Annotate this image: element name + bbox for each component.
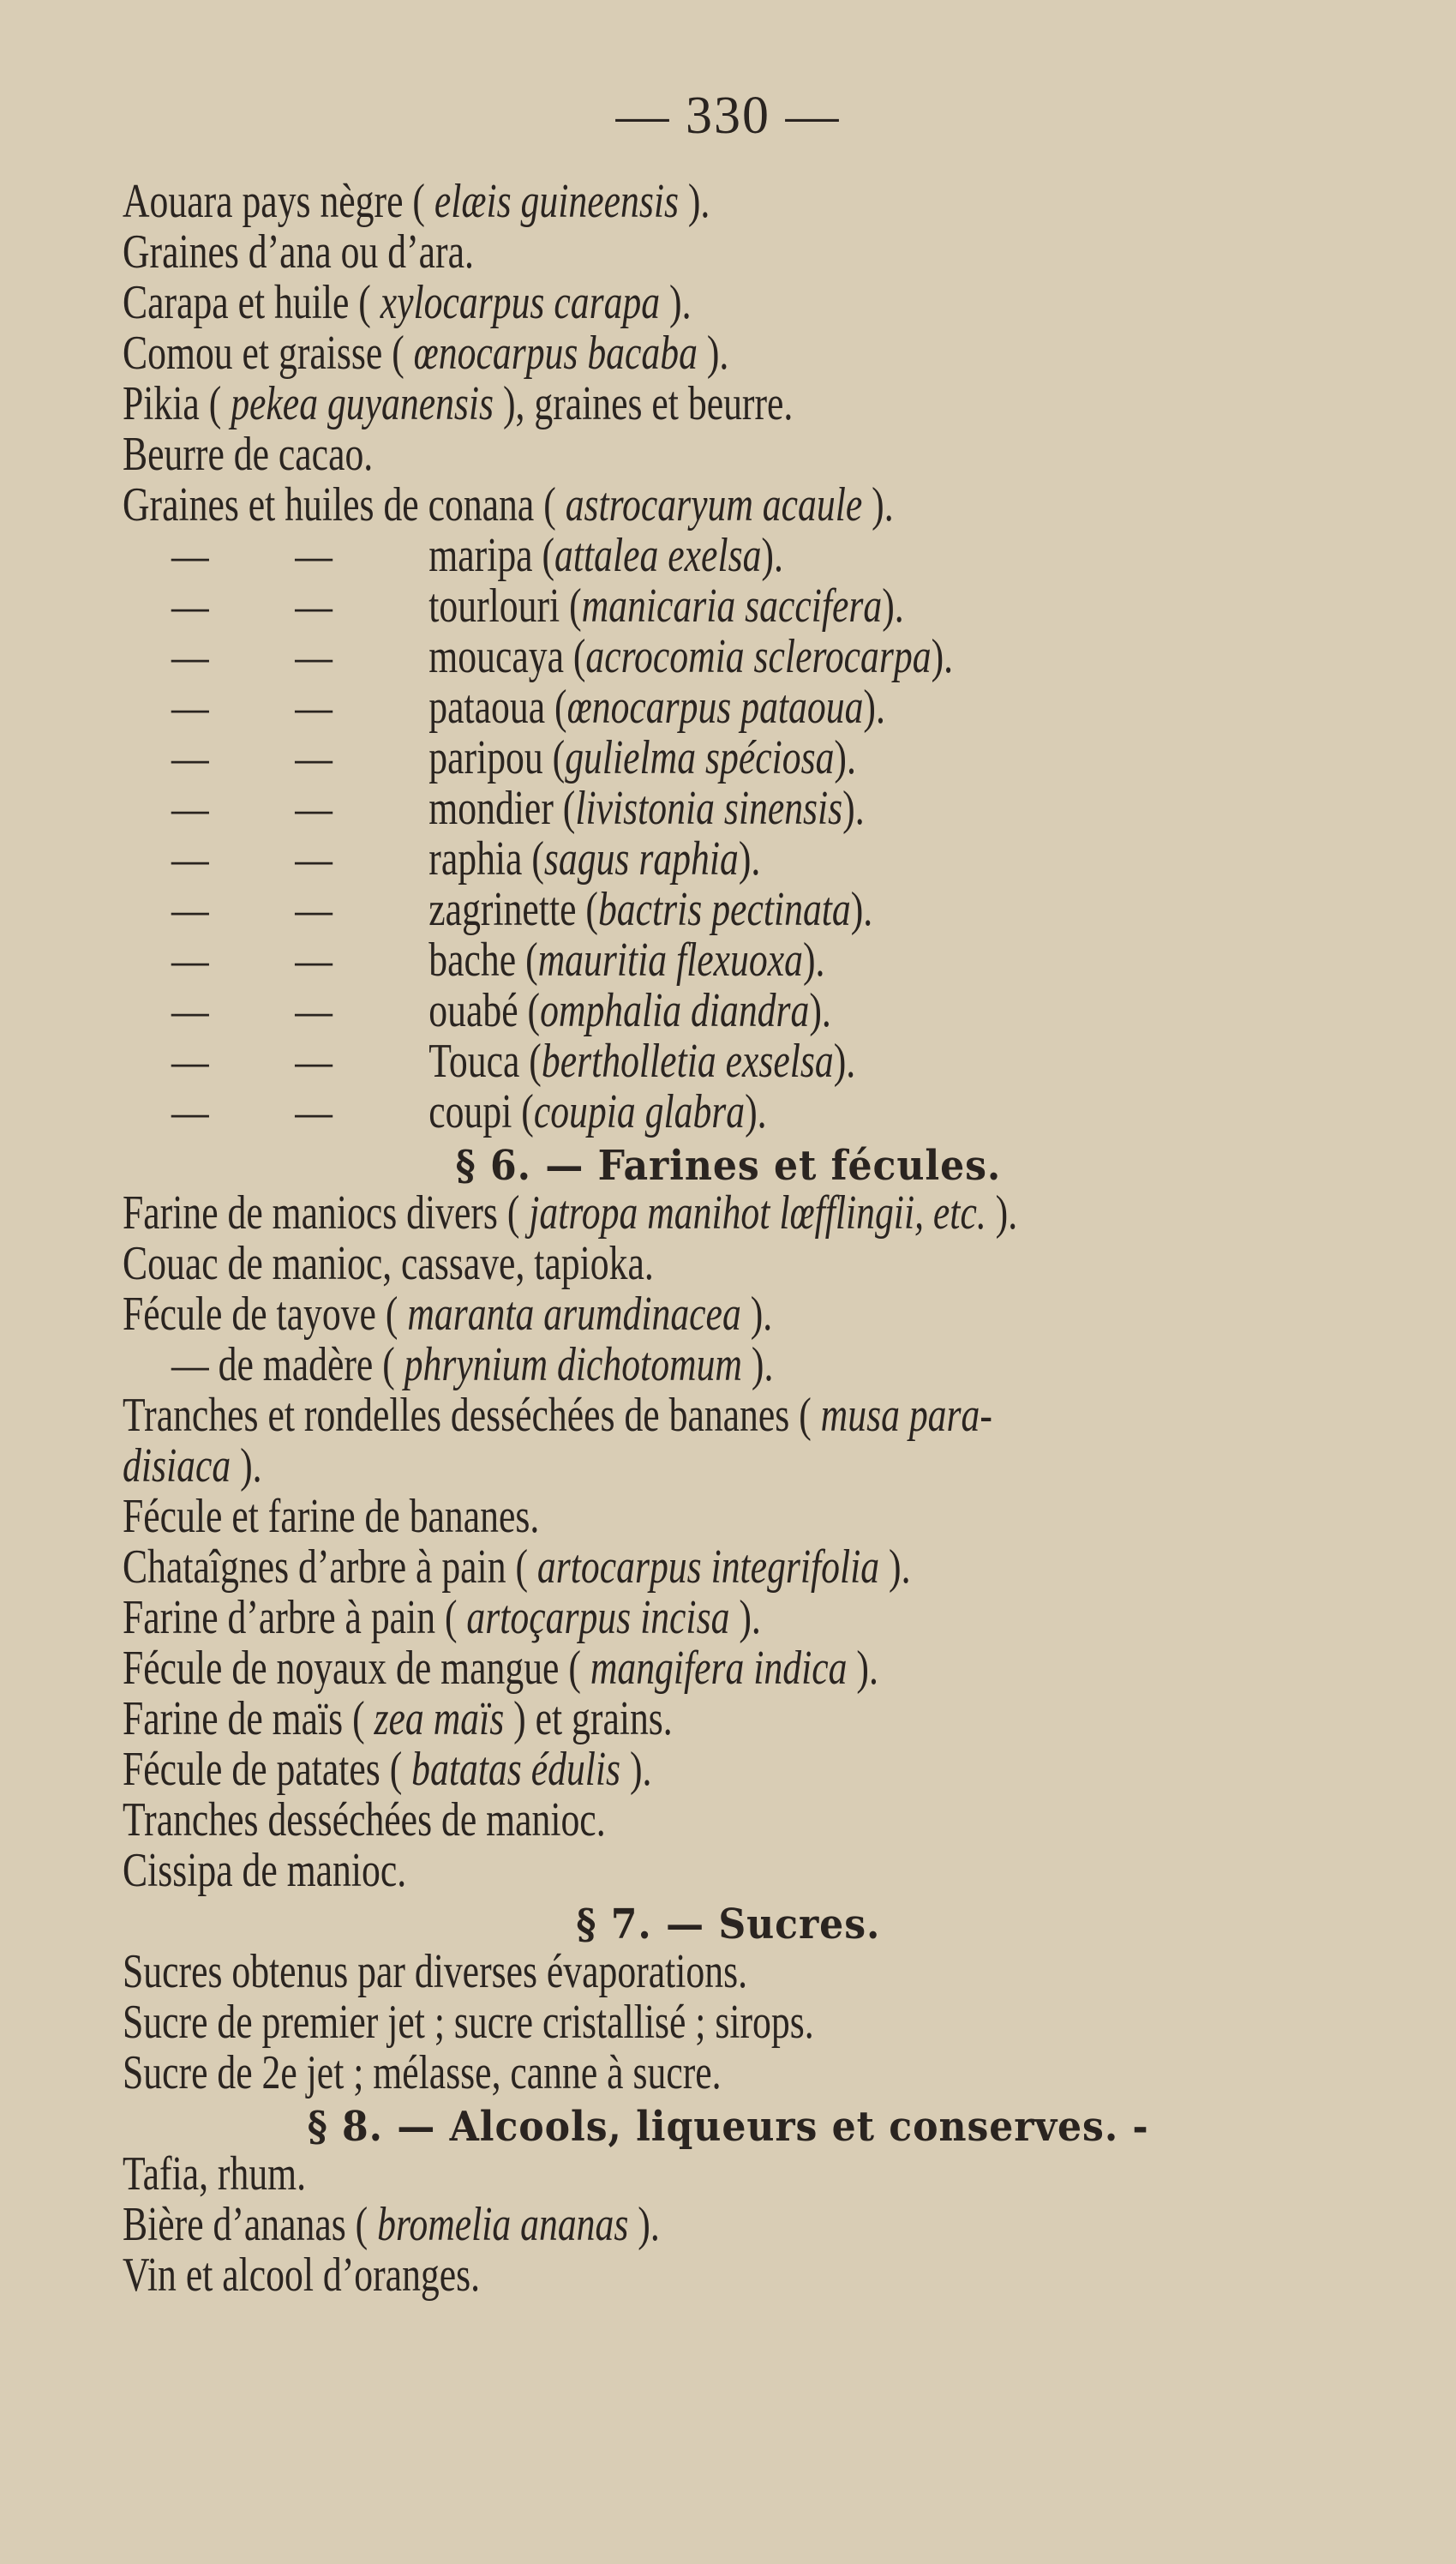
scientific-name: œnocarpus bacaba (413, 327, 698, 380)
entry-line (123, 1946, 747, 1997)
ditto-entry-line: — — tourlouri (manicaria saccifera). (171, 579, 904, 633)
entry-line: Fécule de tayove ( maranta arumdinacea ). (123, 1288, 773, 1341)
ditto-entry-line: — — mondier (livistonia sinensis). (171, 782, 865, 835)
entry-text: Carapa et huile (123, 276, 350, 329)
scientific-name: gulielma spéciosa (565, 731, 835, 784)
scientific-name: bertholletia exselsa (541, 1035, 834, 1088)
entry-text: Bière d’ananas (123, 2198, 346, 2251)
entry-tail: . (650, 2198, 660, 2251)
entry-text: Couac de manioc, cassave, tapioka. (123, 1237, 654, 1290)
entry-line (123, 2047, 722, 2099)
ditto-mark: — (295, 1035, 333, 1088)
entry-text: coupi (428, 1085, 512, 1138)
entry-line: Chataîgnes d’arbre à pain ( artocarpus integrifolia ). (123, 1540, 911, 1594)
entry-text: Tranches desséchées de manioc. (123, 1793, 606, 1846)
entry-line: Tranches et rondelles desséchées de bananes ( musa para- (123, 1389, 992, 1442)
entry-line (123, 2249, 480, 2301)
entry-line: Pikia ( pekea guyanensis ), graines et beurre. (123, 377, 794, 430)
entry-text: pataoua (428, 681, 546, 734)
entry-line: Graines et huiles de conana ( astrocaryum acaule ). (123, 478, 894, 531)
entry-line: disiaca ). (123, 1439, 262, 1492)
ditto-mark: — (171, 984, 209, 1037)
scientific-name: phrynium dichotomum (404, 1338, 742, 1391)
section-heading: § 7. — Sucres. (576, 1900, 880, 1949)
ditto-mark: — (295, 529, 333, 582)
ditto-mark: — (171, 681, 209, 734)
ditto-mark: — (171, 934, 209, 987)
ditto-entry-line: — — bache (mauritia flexuoxa). (171, 934, 825, 987)
entry-line: Farine de maniocs divers ( jatropa manihot lœfflingii, etc. ). (123, 1186, 1018, 1240)
entry-line (123, 2148, 306, 2200)
entry-text: Vin et alcool d’oranges. (123, 2249, 481, 2302)
entry-text: Fécule de patates (123, 1743, 380, 1796)
scientific-name: attalea exelsa (554, 529, 762, 582)
entry-text: paripou (428, 731, 543, 784)
entry-text: Tafia, rhum. (123, 2147, 307, 2201)
ditto-mark: — (295, 883, 333, 936)
scientific-name: acrocomia sclerocarpa (585, 630, 932, 683)
ditto-mark: — (171, 883, 209, 936)
entry-text: Farine d’arbre à pain (123, 1591, 436, 1644)
scientific-name: coupia glabra (533, 1085, 746, 1138)
ditto-mark: — (295, 731, 333, 784)
ditto-mark: — (171, 1035, 209, 1088)
entry-line: Carapa et huile ( xylocarpus carapa ). (123, 276, 692, 329)
entry-tail: . (252, 1439, 262, 1492)
scientific-name: livistonia sinensis (575, 782, 843, 835)
entry-tail: et grains. (525, 1692, 673, 1745)
entry-tail: , graines et beurre. (515, 377, 794, 430)
ditto-mark: — (295, 984, 333, 1037)
entry-text: Sucre de premier jet ; sucre cristallisé ; sirops. (123, 1996, 814, 2049)
entry-line (123, 429, 373, 480)
entry-tail: . (700, 175, 710, 228)
entry-text: mondier (428, 782, 554, 835)
entry-tail: . (719, 327, 729, 380)
ditto-entry-line: — — moucaya (acrocomia sclerocarpa). (171, 630, 954, 683)
scientific-name: sagus raphia (543, 832, 739, 886)
entry-line: Fécule de patates ( batatas édulis ). (123, 1743, 652, 1796)
entry-text: Graines d’ana ou d’ara. (123, 225, 474, 279)
scientific-name: pekea guyanensis (231, 377, 494, 430)
entry-text: Sucres obtenus par diverses évaporations. (123, 1945, 748, 1998)
entry-text: Chataîgnes d’arbre à pain (123, 1540, 506, 1594)
entry-line (123, 1845, 406, 1896)
scientific-name: bromelia ananas (377, 2198, 629, 2251)
ditto-entry-line: — — paripou (gulielma spéciosa). (171, 731, 856, 784)
entry-text: maripa (428, 529, 533, 582)
entry-text: tourlouri (428, 579, 560, 633)
entry-line: Bière d’ananas ( bromelia ananas ). (123, 2198, 660, 2251)
scientific-name: batatas édulis (411, 1743, 621, 1796)
ditto-mark: — (295, 630, 333, 683)
ditto-entry-line: — — raphia (sagus raphia). (171, 832, 761, 886)
entry-text: Comou et graisse (123, 327, 383, 380)
ditto-mark: — (295, 782, 333, 835)
entry-text: raphia (428, 832, 523, 886)
entry-line: Farine de maïs ( zea maïs ) et grains. (123, 1692, 673, 1745)
scientific-name: œnocarpus pataoua (566, 681, 864, 734)
entry-text: Tranches et rondelles desséchées de bananes (123, 1389, 790, 1442)
entry-text: Farine de maïs (123, 1692, 344, 1745)
entry-text: Beurre de cacao. (123, 428, 374, 481)
ditto-mark: — (171, 529, 209, 582)
ditto-mark: — (171, 782, 209, 835)
scientific-name: mauritia flexuoxa (537, 934, 803, 987)
ditto-entry-line: — — Touca (bertholletia exselsa). (171, 1035, 856, 1088)
entry-text: Cissipa de manioc. (123, 1844, 407, 1897)
entry-text: Fécule de noyaux de mangue (123, 1642, 560, 1695)
entry-line: Farine d’arbre à pain ( artoçarpus incisa ). (123, 1591, 761, 1644)
ditto-mark: — (295, 832, 333, 886)
page-number: — 330 — (615, 87, 841, 145)
scientific-name: musa para- (820, 1389, 992, 1442)
entry-line (123, 1238, 654, 1289)
scientific-name: bactris pectinata (597, 883, 851, 936)
entry-tail: . (901, 1540, 911, 1594)
ditto-mark: — (171, 1085, 209, 1138)
entry-tail: . (751, 1591, 761, 1644)
scientific-name: astrocaryum acaule (565, 478, 863, 531)
entry-line: Aouara pays nègre ( elæis guineensis ). (123, 175, 710, 228)
scientific-name: maranta arumdinacea (407, 1288, 741, 1341)
entry-line: Comou et graisse ( œnocarpus bacaba ). (123, 327, 729, 380)
entry-text: Pikia (123, 377, 200, 430)
scientific-name: mangifera indica (590, 1642, 848, 1695)
scientific-name: elæis guineensis (434, 175, 679, 228)
entry-text: Farine de maniocs divers (123, 1186, 498, 1240)
scientific-name: artocarpus integrifolia (536, 1540, 880, 1594)
entry-text: Graines et huiles de conana (123, 478, 535, 531)
entry-text: ouabé (428, 984, 518, 1037)
entry-tail: . (1008, 1186, 1018, 1240)
ditto-entry-line: — — maripa (attalea exelsa). (171, 529, 783, 582)
entry-text: moucaya (428, 630, 564, 683)
scientific-name: zea maïs (374, 1692, 505, 1745)
ditto-entry-line: — — zagrinette (bactris pectinata). (171, 883, 873, 936)
entry-text: bache (428, 934, 517, 987)
entry-tail: . (642, 1743, 652, 1796)
ditto-entry-line: — — ouabé (omphalia diandra). (171, 984, 831, 1037)
entry-text: Sucre de 2e jet ; mélasse, canne à sucre. (123, 2046, 722, 2099)
entry-text: zagrinette (428, 883, 577, 936)
scientific-name: jatropa manihot lœfflingii, etc. (529, 1186, 986, 1240)
ditto-mark: — (171, 832, 209, 886)
ditto-mark: — (171, 731, 209, 784)
entry-line: — de madère ( phrynium dichotomum ). (171, 1338, 774, 1391)
scientific-name: manicaria saccifera (581, 579, 883, 633)
ditto-mark: — (171, 579, 209, 633)
entry-line (123, 226, 474, 278)
entry-line (123, 1997, 814, 2048)
entry-line (123, 1794, 606, 1846)
section-heading: § 6. — Farines et fécules. (455, 1142, 1001, 1190)
ditto-mark: — (295, 579, 333, 633)
ditto-entry-line: — — pataoua (œnocarpus pataoua). (171, 681, 885, 734)
entry-text: — de madère (171, 1338, 374, 1391)
entry-tail: . (884, 478, 894, 531)
scientific-name: artoçarpus incisa (466, 1591, 730, 1644)
scientific-name: xylocarpus carapa (380, 276, 661, 329)
entry-tail: . (681, 276, 692, 329)
entry-text: Fécule et farine de bananes. (123, 1490, 540, 1543)
entry-line (123, 1491, 539, 1542)
scientific-name: omphalia diandra (540, 984, 810, 1037)
ditto-mark: — (171, 630, 209, 683)
entry-text: Fécule de tayove (123, 1288, 376, 1341)
entry-line: Fécule de noyaux de mangue ( mangifera indica ). (123, 1642, 878, 1695)
entry-text: Aouara pays nègre (123, 175, 404, 228)
ditto-mark: — (295, 681, 333, 734)
ditto-entry-line: — — coupi (coupia glabra). (171, 1085, 767, 1138)
entry-tail: . (763, 1288, 773, 1341)
ditto-mark: — (295, 1085, 333, 1138)
section-heading: § 8. — Alcools, liqueurs et conserves. - (307, 2103, 1149, 2151)
ditto-mark: — (295, 934, 333, 987)
entry-text: Touca (428, 1035, 520, 1088)
entry-tail: . (764, 1338, 774, 1391)
scientific-name: disiaca (123, 1439, 231, 1492)
entry-tail: . (868, 1642, 878, 1695)
